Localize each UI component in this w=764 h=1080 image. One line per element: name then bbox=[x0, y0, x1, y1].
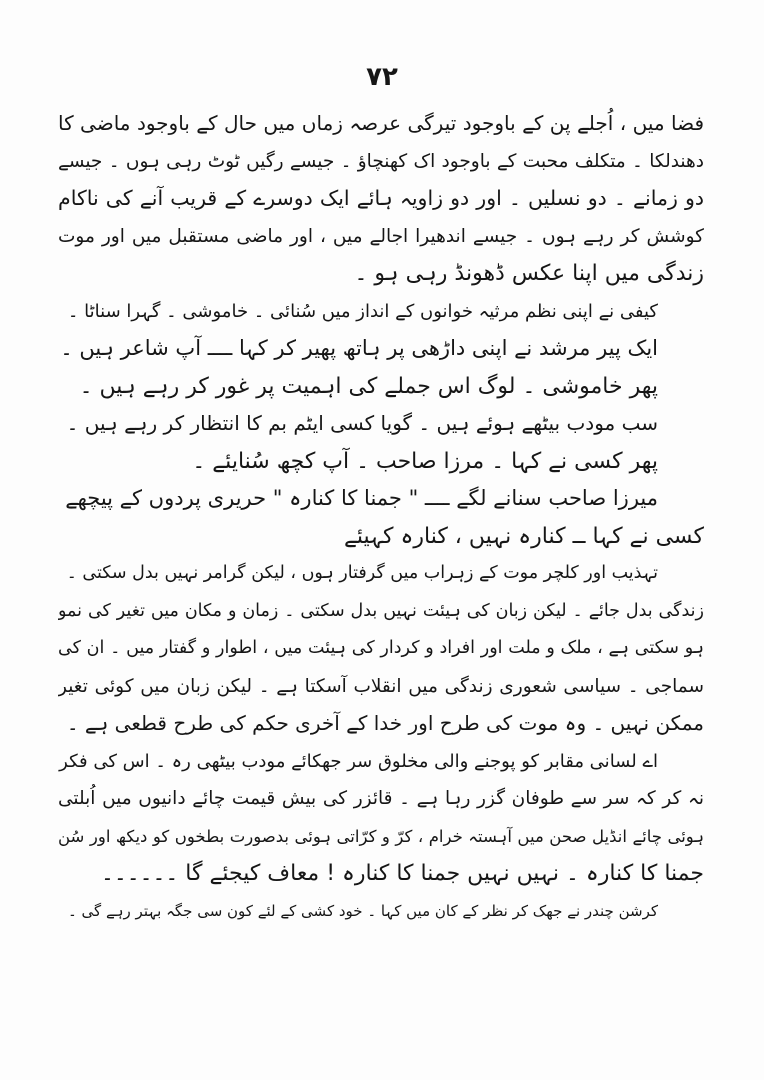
text-line: تہذیب اور کلچر موت کے زہراب میں گرفتار ہوں ، لیکن گرامر نہیں بدل سکتی ۔ bbox=[66, 563, 658, 583]
text-line: کیفی نے اپنی نظم مرثیہ خوانوں کے انداز میں سُنائی ۔ خاموشی ۔ گہرا سناٹا ۔ bbox=[67, 300, 658, 322]
text-line: ایک پیر مرشد نے اپنی داڑھی پر ہاتھ پھیر کر کہا ــــ آپ شاعر ہیں ۔ bbox=[60, 336, 658, 360]
text-line: زندگی میں اپنا عکس ڈھونڈ رہی ہو ۔ bbox=[354, 261, 704, 286]
body-text bbox=[58, 105, 704, 930]
text-line: اے لسانی مقابر کو پوجنے والی مخلوق سر جھکائے مودب بیٹھی رہ ۔ اس کی فکر bbox=[59, 750, 658, 772]
text-line: ممکن نہیں ۔ وہ موت کی طرح اور خدا کے آخری حکم کی طرح قطعی ہے ۔ bbox=[66, 711, 704, 735]
text-line: پھر خاموشی ۔ لوگ اس جملے کی اہمیت پر غور کر رہے ہیں ۔ bbox=[79, 373, 658, 399]
text-line: کوشش کر رہے ہوں ۔ جیسے اندھیرا اجالے میں ، اور ماضی مستقبل میں اور موت bbox=[58, 225, 704, 247]
text-line: سب مودب بیٹھے ہوئے ہیں ۔ گویا کسی ایٹم بم کا انتظار کر رہے ہیں ۔ bbox=[66, 411, 658, 435]
text-line: میرزا صاحب سنانے لگے ــــ " جمنا کا کنارہ " حریری پردوں کے پیچھے bbox=[65, 486, 658, 510]
text-line: دھندلکا ۔ متکلف محبت کے باوجود اک کھنچاؤ ۔ جیسے رگیں ٹوٹ رہی ہوں ۔ جیسے bbox=[58, 150, 704, 172]
text-line: ہوئی چائے انڈیل صحن میں آہستہ خرام ، کرّ و کرّاتی ہوئی بدصورت بطخوں کو دیکھ اور سُن bbox=[58, 826, 704, 846]
text-line: کرشن چندر نے جھک کر نظر کے کان میں کہا ۔ خود کشی کے لئے کون سی جگہ بہتر رہے گی ۔ bbox=[67, 901, 658, 920]
text-line: پھر کسی نے کہا ۔ مرزا صاحب ۔ آپ کچھ سُنایئے ۔ bbox=[192, 448, 658, 474]
page-number: ۷۲ bbox=[366, 62, 398, 92]
text-line: ہو سکتی ہے ، ملک و ملت اور افراد و کردار کی ہیئت میں ، اطوار و گفتار میں ۔ ان کی bbox=[58, 638, 704, 658]
text-line: دو زمانے ۔ دو نسلیں ۔ اور دو زاویہ ہائے ایک دوسرے کے قریب آنے کی ناکام bbox=[58, 186, 704, 210]
text-line: سماجی ۔ سیاسی شعوری زندگی میں انقلاب آسکتا ہے ۔ لیکن زبان میں کوئی تغیر bbox=[58, 675, 704, 697]
text-line: زندگی بدل جائے ۔ لیکن زبان کی ہیئت نہیں بدل سکتی ۔ زمان و مکان میں تغیر کی نمو bbox=[58, 600, 704, 621]
text-line: کسی نے کہا ــ کنارہ نہیں ، کنارہ کہیئے bbox=[343, 523, 704, 549]
text-line: فضا میں ، اُجلے پن کے باوجود تیرگی عرصہ زماں میں حال کے باوجود ماضی کا bbox=[58, 111, 704, 135]
text-line: جمنا کا کنارہ ۔ نہیں نہیں جمنا کا کنارہ ! معاف کیجئے گا ۔۔۔۔۔۔ bbox=[100, 861, 704, 886]
text-line: نہ کر کہ سر سے طوفان گزر رہا ہے ۔ قائزر کی بیش قیمت چائے دانیوں میں اُبلتی bbox=[58, 788, 704, 809]
